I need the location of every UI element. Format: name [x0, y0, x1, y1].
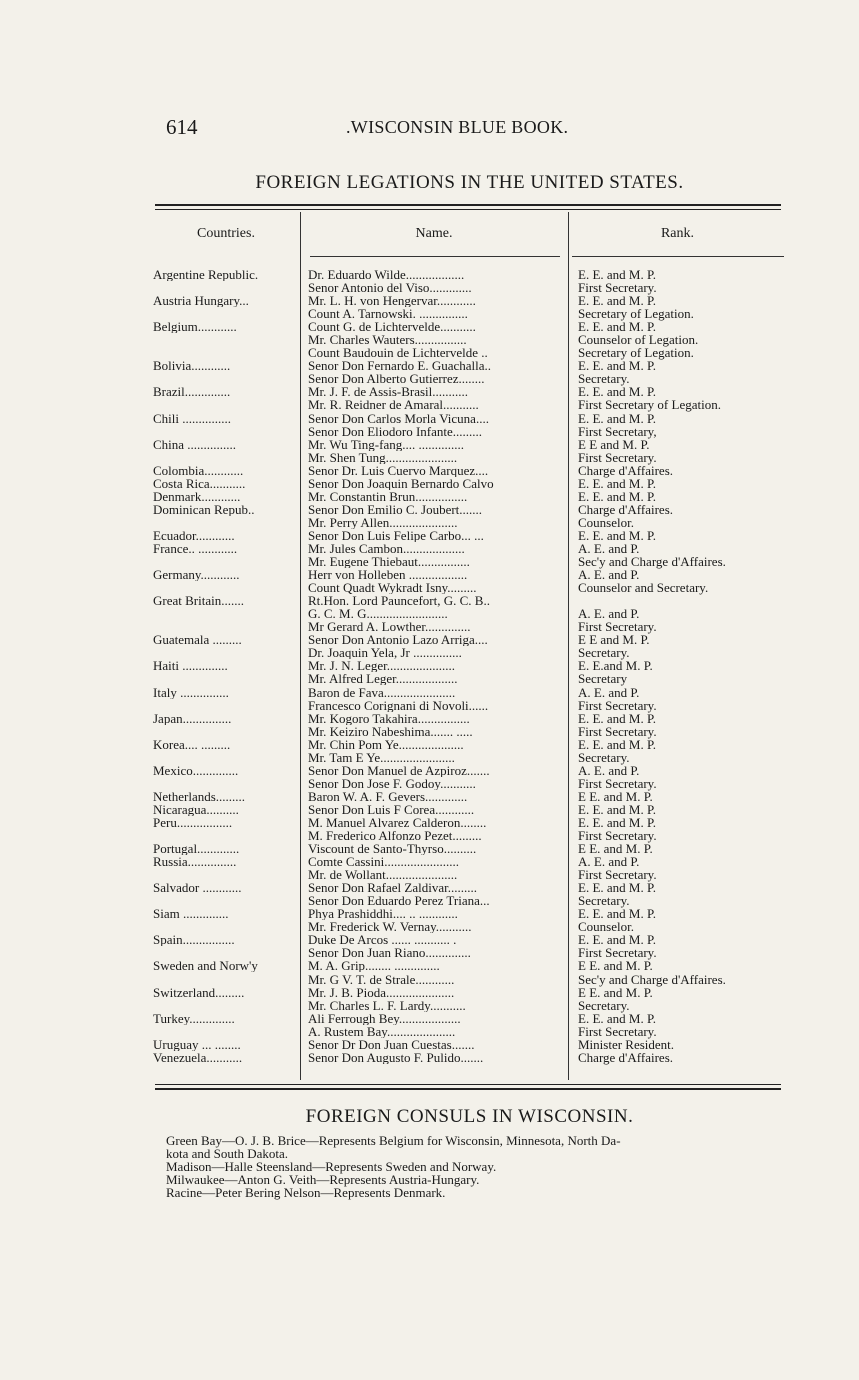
- table-row: [153, 686, 793, 699]
- rank-cell: E. E. and M. P.: [578, 488, 656, 504]
- country-cell: France.. ............: [153, 541, 238, 555]
- table-row: [153, 946, 793, 959]
- rank-cell: A. E. and P.: [578, 684, 640, 700]
- name-cell: Senor Don Antonio Lazo Arriga....: [308, 633, 488, 647]
- name-cell: Duke De Arcos ...... ........... .: [308, 933, 457, 947]
- country-cell: Korea.... .........: [153, 737, 231, 751]
- rank-cell: E. E. and M. P.: [578, 384, 656, 400]
- name-cell: Senor Don Emilio C. Joubert.......: [308, 502, 483, 516]
- rank-cell: Secretary.: [578, 645, 630, 661]
- name-cell: Mr. J. B. Pioda.....................: [308, 985, 455, 999]
- rank-cell: First Secretary of Legation.: [578, 397, 721, 413]
- rank-cell: First Secretary.: [578, 619, 657, 635]
- country-cell: Colombia............: [153, 463, 244, 477]
- name-cell: Mr. Wu Ting-fang.... ..............: [308, 437, 464, 451]
- rank-cell: A. E. and P.: [578, 854, 640, 870]
- table-row: [153, 842, 793, 855]
- rank-cell: First Secretary.: [578, 697, 657, 713]
- rank-cell: First Secretary.: [578, 945, 657, 961]
- rank-cell: First Secretary.: [578, 449, 657, 465]
- rank-cell: E E. and M. P.: [578, 984, 653, 1000]
- name-cell: Mr. Jules Cambon...................: [308, 541, 465, 555]
- name-cell: Mr. Keiziro Nabeshima....... .....: [308, 724, 473, 738]
- name-cell: Senor Don Jose F. Godoy...........: [308, 776, 476, 790]
- table-row: [153, 712, 793, 725]
- name-cell: Mr. Eugene Thiebaut................: [308, 555, 470, 569]
- table-row: [153, 633, 793, 646]
- country-cell: China ...............: [153, 437, 237, 451]
- table-row: [153, 581, 793, 594]
- table-row: [153, 959, 793, 972]
- table-row: [153, 868, 793, 881]
- country-cell: Great Britain.......: [153, 594, 244, 608]
- table-row: [153, 516, 793, 529]
- table-row: [153, 933, 793, 946]
- name-cell: Baron de Fava......................: [308, 685, 456, 699]
- running-head: [166, 115, 786, 139]
- table-row: [153, 725, 793, 738]
- rank-cell: E. E. and M. P.: [578, 527, 656, 543]
- consul-line: Racine—Peter Bering Nelson—Represents Denmark.: [166, 1185, 446, 1200]
- consuls-list: [166, 1134, 786, 1199]
- table-row: [153, 451, 793, 464]
- name-cell: M. Frederico Alfonzo Pezet.........: [308, 829, 482, 843]
- table-bottom-rule: [155, 1084, 781, 1085]
- rank-cell: Secretary.: [578, 371, 630, 387]
- table-row: [153, 881, 793, 894]
- table-row: [153, 464, 793, 477]
- table-row: [153, 477, 793, 490]
- country-cell: Italy ...............: [153, 685, 229, 699]
- table-row: [153, 412, 793, 425]
- name-cell: Baron W. A. F. Gevers.............: [308, 789, 468, 803]
- country-cell: Bolivia............: [153, 359, 231, 373]
- consul-line: Milwaukee—Anton G. Veith—Represents Austria-Hungary.: [166, 1172, 480, 1187]
- table-top-rule-thin: [155, 209, 781, 210]
- name-cell: Senor Don Carlos Morla Vicuna....: [308, 411, 489, 425]
- table-row: [153, 529, 793, 542]
- table-row: [153, 659, 793, 672]
- name-cell: Mr. Charles L. F. Lardy...........: [308, 998, 466, 1012]
- table-row: [153, 855, 793, 868]
- country-cell: Nicaragua..........: [153, 802, 239, 816]
- rank-cell: First Secretary.: [578, 280, 657, 296]
- name-cell: Senor Don Eduardo Perez Triana...: [308, 894, 490, 908]
- country-cell: Denmark............: [153, 489, 241, 503]
- name-cell: Senor Don Rafael Zaldivar.........: [308, 881, 477, 895]
- table-row: [153, 294, 793, 307]
- table-row: [153, 986, 793, 999]
- country-cell: Dominican Repub..: [153, 502, 255, 516]
- name-cell: G. C. M. G.........................: [308, 607, 448, 621]
- name-cell: Comte Cassini.......................: [308, 855, 459, 869]
- table-row: [153, 594, 793, 607]
- rank-cell: A. E. and P.: [578, 606, 640, 622]
- rank-cell: Sec'y and Charge d'Affaires.: [578, 971, 726, 987]
- name-cell: Count Quadt Wykradt Isny.........: [308, 581, 477, 595]
- rank-cell: Counselor.: [578, 514, 634, 530]
- consul-line: Madison—Halle Steensland—Represents Sweden and Norway.: [166, 1159, 497, 1174]
- rank-cell: E E and M. P.: [578, 436, 650, 452]
- rank-cell: E. E. and M. P.: [578, 293, 656, 309]
- country-cell: Germany............: [153, 568, 240, 582]
- name-cell: Ali Ferrough Bey...................: [308, 1011, 461, 1025]
- table-row: [153, 1038, 793, 1051]
- rank-cell: First Secretary,: [578, 423, 657, 439]
- country-cell: Costa Rica...........: [153, 476, 246, 490]
- table-row: [153, 764, 793, 777]
- name-cell: Mr. L. H. von Hengervar............: [308, 294, 476, 308]
- table-bottom-rule-thick: [155, 1088, 781, 1090]
- rank-cell: E. E. and M. P.: [578, 267, 656, 282]
- name-cell: Mr. J. N. Leger.....................: [308, 659, 455, 673]
- rank-cell: Secretary of Legation.: [578, 345, 694, 361]
- consul-line: Green Bay—O. J. B. Brice—Represents Belgium for Wisconsin, Minnesota, North Da-: [166, 1133, 621, 1148]
- name-cell: Senor Don Joaquin Bernardo Calvo: [308, 476, 494, 490]
- country-cell: Argentine Republic.: [153, 268, 259, 281]
- name-cell: Senor Don Alberto Gutierrez........: [308, 372, 485, 386]
- rank-cell: First Secretary.: [578, 1023, 657, 1039]
- name-cell: Senor Don Luis F Corea............: [308, 802, 475, 816]
- country-cell: Siam ..............: [153, 907, 229, 921]
- table-row: [153, 920, 793, 933]
- country-cell: Spain................: [153, 933, 235, 947]
- name-cell: Viscount de Santo-Thyrso..........: [308, 842, 477, 856]
- rank-cell: Counselor of Legation.: [578, 332, 699, 348]
- table-row: [153, 907, 793, 920]
- country-cell: Switzerland.........: [153, 985, 245, 999]
- name-cell: Dr. Joaquin Yela, Jr ...............: [308, 646, 462, 660]
- column-header-rank: Rank.: [660, 226, 695, 241]
- rank-cell: E. E. and M. P.: [578, 880, 656, 896]
- table-row: [153, 829, 793, 842]
- country-cell: Salvador ............: [153, 881, 242, 895]
- table-row: [153, 999, 793, 1012]
- name-cell: Mr. Chin Pom Ye....................: [308, 737, 464, 751]
- table-row: [153, 790, 793, 803]
- rank-cell: Counselor and Secretary.: [578, 580, 709, 596]
- table-row: [153, 281, 793, 294]
- rank-cell: E. E. and M. P.: [578, 814, 656, 830]
- name-cell: Rt.Hon. Lord Pauncefort, G. C. B..: [308, 594, 490, 608]
- table-row: [153, 751, 793, 764]
- table-row: [153, 803, 793, 816]
- rank-cell: E E. and M. P.: [578, 788, 653, 804]
- table-row: [153, 607, 793, 620]
- rank-cell: E. E. and M. P.: [578, 1010, 656, 1026]
- country-cell: Belgium............: [153, 320, 237, 334]
- rank-cell: First Secretary.: [578, 828, 657, 844]
- table-row: [153, 346, 793, 359]
- country-cell: Venezuela...........: [153, 1050, 243, 1064]
- name-cell: Count A. Tarnowski. ...............: [308, 307, 468, 321]
- name-cell: Count G. de Lichtervelde...........: [308, 320, 476, 334]
- name-cell: Mr. J. F. de Assis-Brasil...........: [308, 385, 469, 399]
- name-cell: Mr. Kogoro Takahira................: [308, 711, 470, 725]
- table-row: [153, 555, 793, 568]
- rank-cell: Secretary: [578, 671, 628, 687]
- rank-cell: First Secretary.: [578, 775, 657, 791]
- rank-cell: Secretary.: [578, 749, 630, 765]
- rank-cell: A. E. and P.: [578, 540, 640, 556]
- table-row: [153, 372, 793, 385]
- name-cell: Senor Don Juan Riano..............: [308, 946, 471, 960]
- name-cell: Count Baudouin de Lichtervelde ..: [308, 346, 488, 360]
- country-cell: Ecuador............: [153, 528, 235, 542]
- name-cell: Mr. Constantin Brun................: [308, 489, 468, 503]
- name-cell: Senor Antonio del Viso.............: [308, 281, 472, 295]
- table-row: [153, 490, 793, 503]
- table-row: [153, 1012, 793, 1025]
- rank-cell: E. E. and M. P.: [578, 475, 656, 491]
- name-cell: Senor Don Eliodoro Infante.........: [308, 424, 483, 438]
- rank-cell: Counselor.: [578, 919, 634, 935]
- table-top-rule: [155, 204, 781, 206]
- rank-cell: Minister Resident.: [578, 1036, 675, 1052]
- table-row: [153, 738, 793, 751]
- rank-cell: E. E. and M. P.: [578, 906, 656, 922]
- header-underline: [572, 256, 784, 257]
- rank-cell: Sec'y and Charge d'Affaires.: [578, 554, 726, 570]
- name-cell: M. Manuel Alvarez Calderon........: [308, 815, 487, 829]
- table-row: [153, 425, 793, 438]
- country-cell: Sweden and Norw'y: [153, 959, 258, 973]
- country-cell: Russia...............: [153, 855, 237, 869]
- rank-cell: E. E.and M. P.: [578, 658, 653, 674]
- country-cell: Netherlands.........: [153, 789, 246, 803]
- name-cell: Senor Don Luis Felipe Carbo... ...: [308, 528, 484, 542]
- column-header-name: Name.: [415, 226, 453, 241]
- rank-cell: First Secretary.: [578, 723, 657, 739]
- table-row: [153, 672, 793, 685]
- country-cell: Portugal.............: [153, 842, 240, 856]
- table-row: [153, 438, 793, 451]
- rank-cell: E E. and M. P.: [578, 958, 653, 974]
- name-cell: A. Rustem Bay.....................: [308, 1024, 456, 1038]
- country-cell: Brazil..............: [153, 385, 231, 399]
- country-cell: Austria Hungary...: [153, 294, 249, 308]
- country-cell: Turkey..............: [153, 1011, 235, 1025]
- rank-cell: E. E. and M. P.: [578, 932, 656, 948]
- name-cell: Mr. Charles Wauters................: [308, 333, 467, 347]
- table-row: [153, 646, 793, 659]
- country-cell: Uruguay ... ........: [153, 1037, 241, 1051]
- rank-cell: E. E. and M. P.: [578, 410, 656, 426]
- country-cell: Guatemala .........: [153, 633, 242, 647]
- table-row: [153, 1051, 793, 1064]
- rank-cell: Charge d'Affaires.: [578, 462, 673, 478]
- country-cell: Mexico..............: [153, 763, 239, 777]
- name-cell: Mr. R. Reidner de Amaral...........: [308, 398, 479, 412]
- table-row: [153, 398, 793, 411]
- table-row: [153, 503, 793, 516]
- name-cell: Mr. de Wollant......................: [308, 868, 458, 882]
- country-cell: Haiti ..............: [153, 659, 228, 673]
- rank-cell: E. E. and M. P.: [578, 319, 656, 335]
- rank-cell: Secretary.: [578, 893, 630, 909]
- name-cell: Mr. G V. T. de Strale............: [308, 972, 455, 986]
- rank-cell: Secretary of Legation.: [578, 306, 694, 322]
- name-cell: Phya Prashiddhi.... .. ............: [308, 907, 458, 921]
- country-cell: Chili ...............: [153, 411, 232, 425]
- name-cell: Senor Don Augusto F. Pulido.......: [308, 1050, 484, 1064]
- name-cell: Senor Don Fernardo E. Guachalla..: [308, 359, 492, 373]
- table-row: [153, 777, 793, 790]
- name-cell: Mr. Perry Allen.....................: [308, 515, 458, 529]
- consul-line: kota and South Dakota.: [166, 1146, 289, 1161]
- name-cell: Mr. Shen Tung......................: [308, 450, 458, 464]
- table-row: [153, 620, 793, 633]
- rank-cell: Secretary.: [578, 997, 630, 1013]
- page-number: 614: [166, 115, 198, 139]
- rank-cell: First Secretary.: [578, 867, 657, 883]
- legations-table: [153, 268, 793, 1064]
- name-cell: Mr Gerard A. Lowther..............: [308, 620, 471, 634]
- legations-title: FOREIGN LEGATIONS IN THE UNITED STATES.: [255, 172, 684, 193]
- table-row: [153, 699, 793, 712]
- table-row: [153, 973, 793, 986]
- table-row: [153, 333, 793, 346]
- rank-cell: Charge d'Affaires.: [578, 501, 673, 517]
- consuls-title: FOREIGN CONSULS IN WISCONSIN.: [305, 1106, 634, 1127]
- table-row: [153, 1025, 793, 1038]
- name-cell: M. A. Grip........ ..............: [308, 959, 440, 973]
- name-cell: Francesco Corignani di Novoli......: [308, 698, 489, 712]
- table-row: [153, 268, 793, 281]
- name-cell: Senor Don Manuel de Azpiroz.......: [308, 763, 490, 777]
- table-row: [153, 894, 793, 907]
- name-cell: Senor Dr. Luis Cuervo Marquez....: [308, 463, 489, 477]
- header-underline: [310, 256, 560, 257]
- rank-cell: A. E. and P.: [578, 762, 640, 778]
- table-row: [153, 816, 793, 829]
- rank-cell: E. E. and M. P.: [578, 710, 656, 726]
- rank-cell: E. E. and M. P.: [578, 736, 656, 752]
- rank-cell: E E and M. P.: [578, 632, 650, 648]
- rank-cell: Charge d'Affaires.: [578, 1049, 673, 1065]
- table-row: [153, 359, 793, 372]
- book-title: .WISCONSIN BLUE BOOK.: [346, 117, 569, 137]
- rank-cell: E. E. and M. P.: [578, 358, 656, 374]
- rank-cell: E. E. and M. P.: [578, 801, 656, 817]
- name-cell: Dr. Eduardo Wilde..................: [308, 268, 465, 281]
- country-cell: Japan...............: [153, 711, 232, 725]
- name-cell: Herr von Holleben ..................: [308, 568, 468, 582]
- name-cell: Mr. Tam E Ye.......................: [308, 750, 455, 764]
- name-cell: Mr. Frederick W. Vernay...........: [308, 920, 472, 934]
- name-cell: Mr. Alfred Leger...................: [308, 672, 458, 686]
- column-header-countries: Countries.: [197, 226, 255, 241]
- name-cell: Senor Dr Don Juan Cuestas.......: [308, 1037, 475, 1051]
- rank-cell: E E. and M. P.: [578, 841, 653, 857]
- country-cell: Peru.................: [153, 815, 233, 829]
- rank-cell: A. E. and P.: [578, 567, 640, 583]
- table-row: [153, 307, 793, 320]
